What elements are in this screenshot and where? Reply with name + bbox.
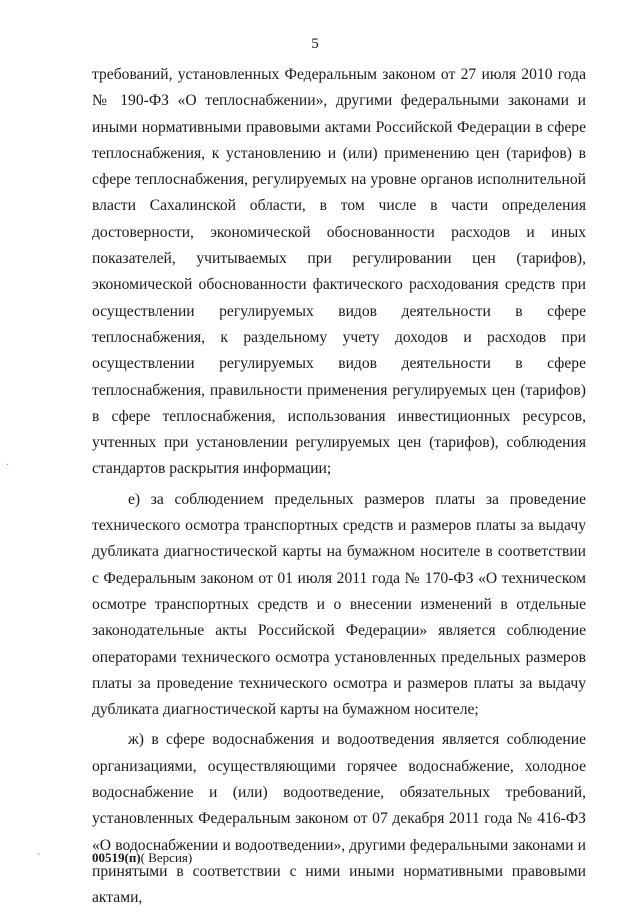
document-code: 00519(п) [92,850,141,865]
page-number: 5 [311,36,319,52]
paragraph-water-supply: ж) в сфере водоснабжения и водоотведения является соблюдение организациями, осуществляющими горячее водоснабжение, холодное водоснабжение и (или) водоотведение, обязательных требований, установленных Федеральным законом от 07 декабря 2011 года № 416-ФЗ «О водоснабжении и водоотведении», другими федеральными законами и принятыми в соответствии с ними иными нормативными правовыми актами, [92,731,586,907]
scan-artifact-mark: ' [38,852,40,863]
document-footer [92,850,192,866]
document-body [92,62,586,916]
paragraph-technical-inspection: е) за соблюдением предельных размеров платы за проведение технического осмотра транспортных средств и размеров платы за выдачу дубликата диагностической карты на бумажном носителе в соответствии с Федеральным законом от 01 июля 2011 года № 170-ФЗ «О техническом осмотре транспортных средств и о внесении изменений в отдельные законодательные акты Российской Федерации» является соблюдение операторами технического осмотра установленных предельных размеров платы за проведение технического осмотра и размеров платы за выдачу дубликата диагностической карты на бумажном носителе; [92,490,586,719]
paragraph-heat-supply: требований, установленных Федеральным законом от 27 июля 2010 года № 190-ФЗ «О теплоснабжении», другими федеральными законами и иными нормативными правовыми актами Российской Федерации в сфере теплоснабжения, к установлению и (или) применению цен (тарифов) в сфере теплоснабжения, регулируемых на уровне органов исполнительной власти Сахалинской области, в том числе в части определения достоверности, экономической обоснованности расходов и иных показателей, учитываемых при регулировании цен (тарифов), экономической обоснованности фактического расходования средств при осуществлении регулируемых видов деятельности в сфере теплоснабжения, к раздельному учету доходов и расходов при осуществлении регулируемых видов деятельности в сфере теплоснабжения, правильности применения регулируемых цен (тарифов) в сфере теплоснабжения, использования инвестиционных ресурсов, учтенных при установлении регулируемых цен (тарифов), соблюдения стандартов раскрытия информации; [92,66,586,478]
document-version: ( Версия) [140,850,193,865]
scan-artifact-mark: · [6,460,10,471]
